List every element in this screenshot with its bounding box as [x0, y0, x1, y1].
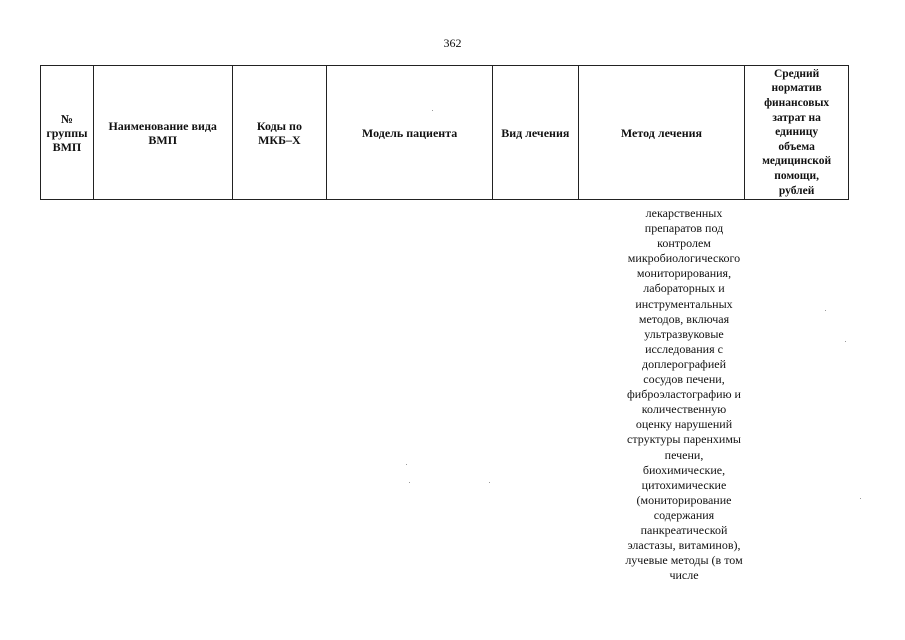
header-cell-vmp-name [94, 66, 233, 199]
header-label: Средний норматив финансовых затрат на единицу объема медицинской помощи, рублей [762, 67, 832, 197]
header-label: Модель пациента [361, 125, 458, 140]
treatment-method-text: лекарственных препаратов под контролем микробиологического мониторирования, лабораторных и инструментальных методов, включая ультразвуковые исследования с доплерографией сосудов печени, фиброэластографию и количественную оценку нарушений структуры паренхимы печени, биохимические, цитохимические (мониторирование содержания панкреатической эластазы, витаминов), лучевые методы (в том числе [625, 206, 743, 583]
header-label: Коды по МКБ–Х [256, 118, 302, 147]
header-cell-treatment-type [493, 66, 579, 199]
scan-speck [489, 482, 490, 483]
header-label: Наименование вида ВМП [108, 118, 217, 147]
header-cell-cost-norm [745, 66, 848, 199]
header-cell-icd-codes [233, 66, 328, 199]
scan-speck [409, 482, 410, 483]
header-cell-treatment-method [579, 66, 746, 199]
header-cell-group-number [41, 66, 94, 199]
scan-speck [825, 310, 826, 311]
header-label: Вид лечения [501, 125, 570, 140]
scan-speck [406, 464, 407, 465]
header-label: Метод лечения [620, 125, 703, 140]
scan-speck [860, 498, 861, 499]
header-label: № группы ВМП [46, 111, 88, 154]
header-cell-patient-model [327, 66, 493, 199]
page-number: 362 [443, 36, 462, 50]
header-table [40, 65, 849, 200]
scan-speck [845, 341, 846, 342]
scan-speck [432, 110, 433, 111]
